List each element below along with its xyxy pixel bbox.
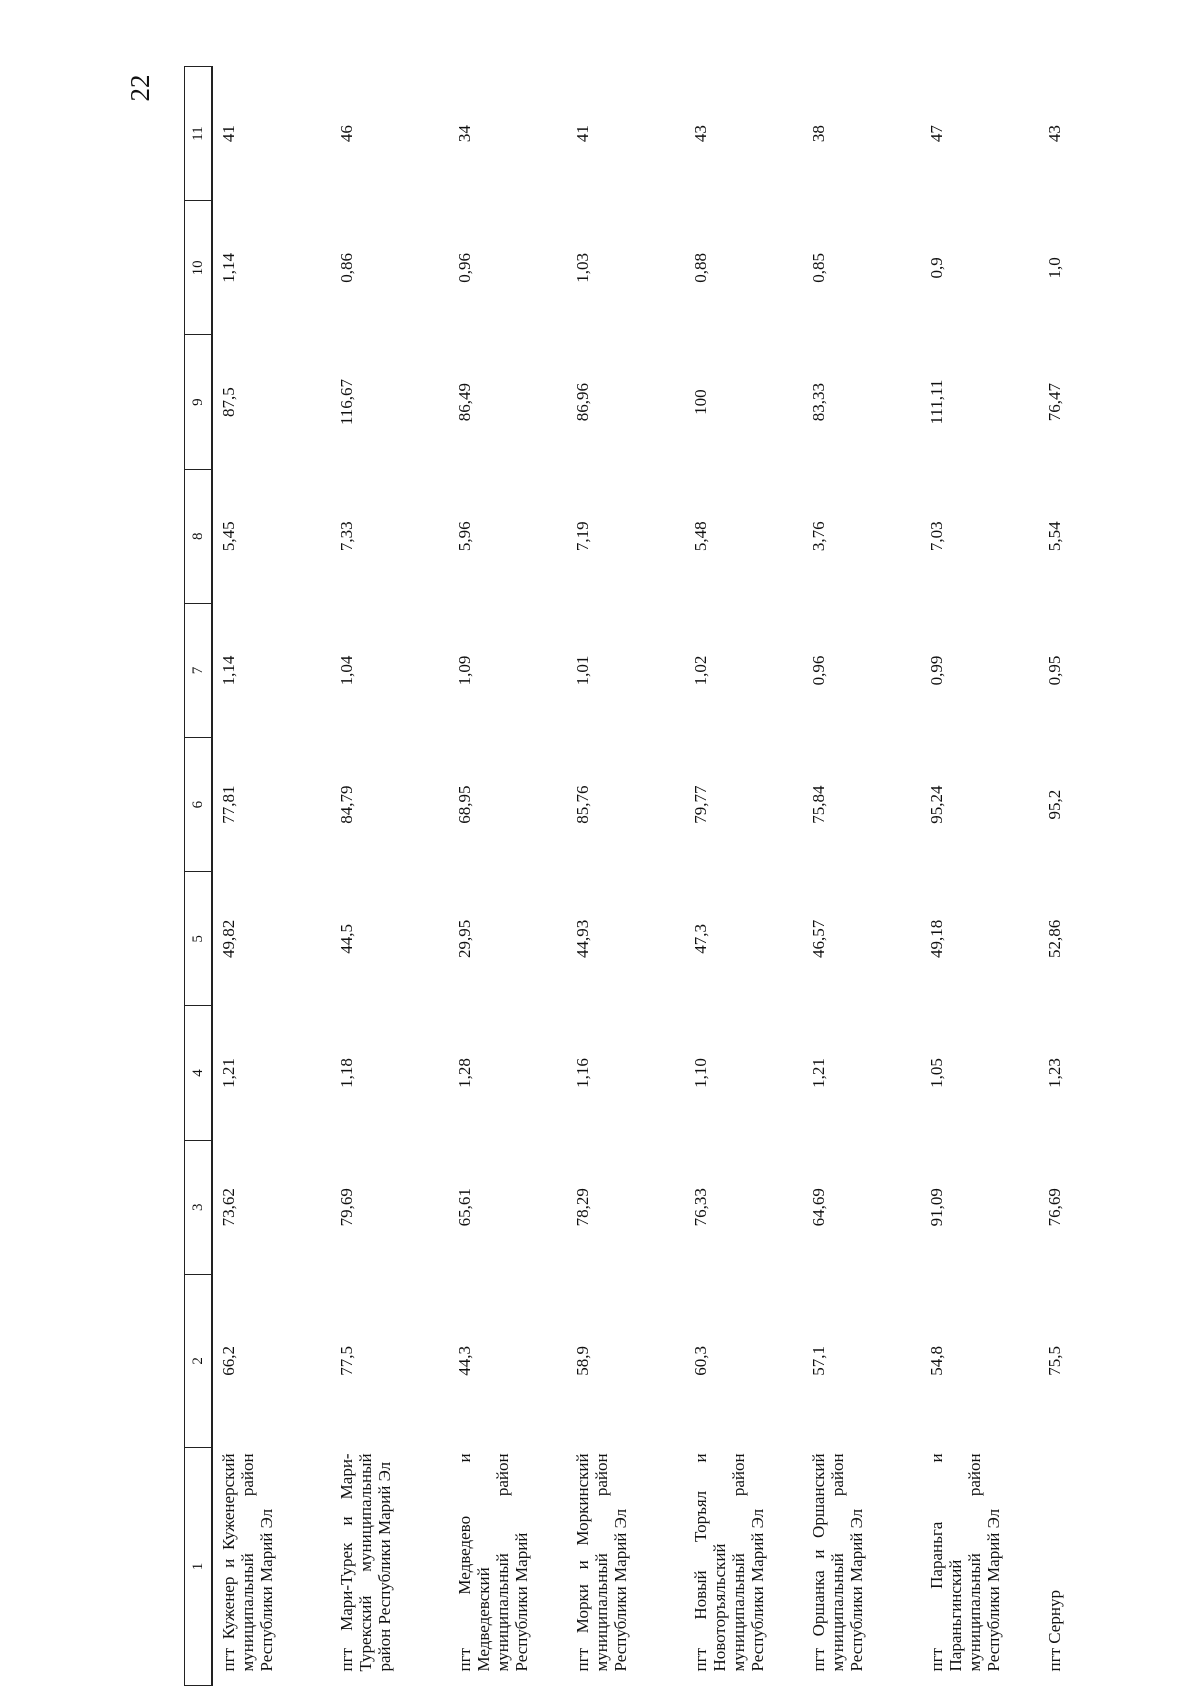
- column-header: 1: [185, 1447, 213, 1685]
- column-header: 2: [185, 1274, 213, 1447]
- value-cell: 76,69: [1045, 1188, 1064, 1227]
- value-cell: 1,0: [1045, 257, 1064, 279]
- value-cell: 1,09: [455, 655, 474, 686]
- value-cell: 66,2: [219, 1345, 238, 1376]
- value-cell: 1,18: [337, 1058, 356, 1088]
- value-cell: 78,29: [573, 1188, 592, 1227]
- value-cell: 0,88: [691, 253, 710, 283]
- value-cell: 60,3: [691, 1345, 710, 1376]
- page-number: 22: [124, 74, 155, 102]
- column-header: 7: [185, 603, 213, 737]
- value-cell: 0,95: [1045, 655, 1064, 686]
- value-cell: 83,33: [809, 382, 828, 422]
- value-cell: 38: [809, 125, 828, 143]
- value-cell: 100: [691, 389, 710, 415]
- value-cell: 57,1: [809, 1345, 828, 1376]
- table-row: [331, 67, 449, 1686]
- value-cell: 1,01: [573, 655, 592, 686]
- value-cell: 1,21: [219, 1058, 238, 1088]
- value-cell: 29,95: [455, 919, 474, 958]
- table-row: [803, 67, 921, 1686]
- value-cell: 1,05: [927, 1058, 946, 1088]
- value-cell: 1,14: [219, 655, 238, 686]
- value-cell: 44,3: [455, 1345, 474, 1376]
- municipality-name: пгт Оршанка и Оршанский муниципальный район Республики Марий Эл: [809, 1453, 866, 1672]
- value-cell: 1,02: [691, 655, 710, 686]
- value-cell: 76,47: [1045, 382, 1064, 422]
- value-cell: 49,82: [219, 919, 238, 958]
- value-cell: 49,18: [927, 919, 946, 958]
- value-cell: 1,23: [1045, 1058, 1064, 1088]
- value-cell: 46: [337, 125, 356, 143]
- value-cell: 54,8: [927, 1345, 946, 1376]
- value-cell: 0,86: [337, 253, 356, 283]
- value-cell: 95,24: [927, 785, 946, 824]
- municipality-name: пгт Медведево и Медведевский муниципальный район Республики Марий: [455, 1453, 531, 1672]
- municipality-name: пгт Параньга и Параньгинский муниципальный район Республики Марий Эл: [927, 1453, 1003, 1672]
- municipality-name: пгт Мари-Турек и Мари-Турекский муниципальный район Республики Марий Эл: [337, 1453, 394, 1672]
- rotated-data-table: [184, 66, 1064, 1686]
- value-cell: 68,95: [455, 785, 474, 824]
- column-header: 11: [185, 67, 213, 201]
- value-cell: 52,86: [1045, 919, 1064, 958]
- value-cell: 77,81: [219, 785, 238, 824]
- value-cell: 5,45: [219, 521, 238, 552]
- value-cell: 0,99: [927, 655, 946, 686]
- value-cell: 1,10: [691, 1058, 710, 1088]
- value-cell: 86,49: [455, 382, 474, 422]
- value-cell: 47: [927, 125, 946, 143]
- column-header: 6: [185, 738, 213, 872]
- value-cell: 64,69: [809, 1188, 828, 1227]
- column-header: 9: [185, 335, 213, 469]
- value-cell: 79,77: [691, 785, 710, 824]
- column-header: 10: [185, 201, 213, 335]
- value-cell: 5,96: [455, 521, 474, 552]
- value-cell: 65,61: [455, 1188, 474, 1227]
- value-cell: 7,19: [573, 521, 592, 552]
- value-cell: 5,54: [1045, 521, 1064, 552]
- table-row: [212, 67, 331, 1686]
- table-row: [685, 67, 803, 1686]
- municipality-name: пгт Новый Торъял и Новоторъяльский муниципальный район Республики Марий Эл: [691, 1453, 767, 1672]
- value-cell: 1,28: [455, 1058, 474, 1088]
- value-cell: 91,09: [927, 1188, 946, 1227]
- table-row: [567, 67, 685, 1686]
- value-cell: 77,5: [337, 1345, 356, 1376]
- value-cell: 1,04: [337, 655, 356, 686]
- municipality-name: пгт Морки и Моркинский муниципальный район Республики Марий Эл: [573, 1453, 630, 1672]
- value-cell: 7,33: [337, 521, 356, 552]
- value-cell: 41: [219, 125, 238, 143]
- value-cell: 3,76: [809, 521, 828, 552]
- value-cell: 85,76: [573, 785, 592, 824]
- value-cell: 1,14: [219, 253, 238, 283]
- column-header: 3: [185, 1140, 213, 1274]
- value-cell: 5,48: [691, 521, 710, 552]
- table-row: [449, 67, 567, 1686]
- value-cell: 87,5: [219, 387, 238, 417]
- header-row: [185, 67, 213, 1686]
- value-cell: 0,96: [809, 655, 828, 686]
- value-cell: 79,69: [337, 1188, 356, 1227]
- value-cell: 0,96: [455, 253, 474, 283]
- value-cell: 1,16: [573, 1058, 592, 1088]
- value-cell: 95,2: [1045, 789, 1064, 820]
- value-cell: 7,03: [927, 521, 946, 552]
- column-header: 5: [185, 872, 213, 1006]
- value-cell: 58,9: [573, 1345, 592, 1376]
- column-header: 8: [185, 469, 213, 603]
- data-table: [184, 66, 1157, 1686]
- value-cell: 0,9: [927, 257, 946, 279]
- value-cell: 34: [455, 125, 474, 143]
- value-cell: 44,93: [573, 919, 592, 958]
- value-cell: 43: [1045, 125, 1064, 143]
- value-cell: 43: [691, 125, 710, 143]
- value-cell: 76,33: [691, 1188, 710, 1227]
- value-cell: 41: [573, 125, 592, 143]
- value-cell: 111,11: [927, 379, 946, 425]
- value-cell: 1,21: [809, 1058, 828, 1088]
- value-cell: 44,5: [337, 923, 356, 954]
- value-cell: 47,3: [691, 923, 710, 954]
- value-cell: 1,03: [573, 253, 592, 283]
- municipality-name: пгт Куженер и Куженерский муниципальный район Республики Марий Эл: [219, 1453, 276, 1672]
- value-cell: 46,57: [809, 919, 828, 958]
- value-cell: 86,96: [573, 382, 592, 422]
- municipality-name: пгт Сернур: [1045, 1590, 1064, 1672]
- value-cell: 75,84: [809, 785, 828, 824]
- table-row: [1039, 67, 1157, 1686]
- column-header: 4: [185, 1006, 213, 1140]
- value-cell: 0,85: [809, 253, 828, 283]
- value-cell: 75,5: [1045, 1345, 1064, 1376]
- table-row: [921, 67, 1039, 1686]
- value-cell: 84,79: [337, 785, 356, 824]
- value-cell: 73,62: [219, 1188, 238, 1227]
- value-cell: 116,67: [337, 379, 356, 426]
